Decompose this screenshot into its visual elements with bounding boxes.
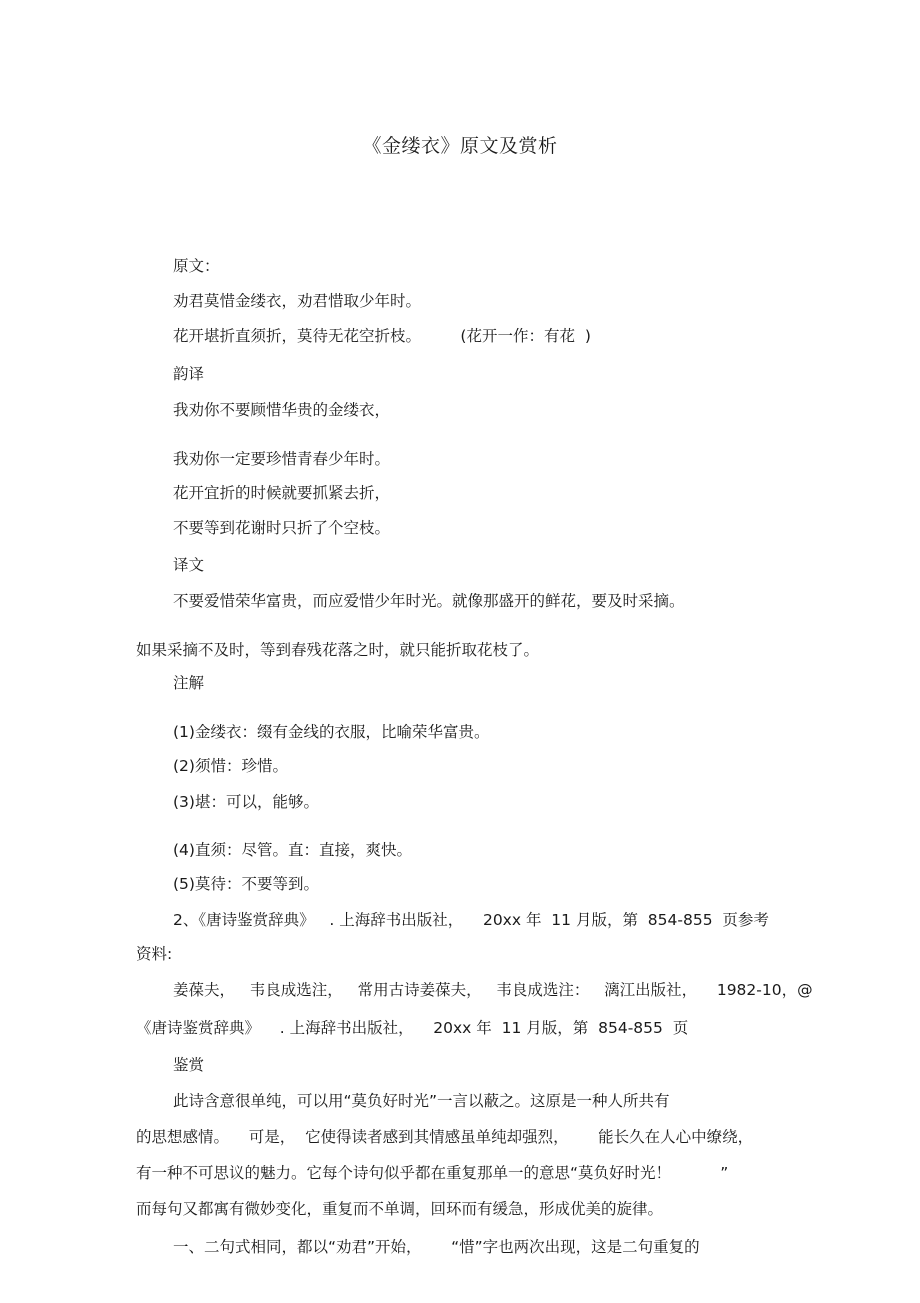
appreciation-line-3: 有一种不可思议的魅力。它每个诗句似乎都在重复那单一的意思“莫负好时光！ ” <box>136 1164 729 1182</box>
poem-line-2: 花开堪折直须折，莫待无花空折枝。 (花开一作：有花 ) <box>173 327 591 345</box>
note-2: (2)须惜：珍惜。 <box>173 757 288 775</box>
note-5: (5)莫待：不要等到。 <box>173 875 319 893</box>
note-1: (1)金缕衣：缀有金线的衣服，比喻荣华富贵。 <box>173 723 490 741</box>
section-heading-notes: 注解 <box>173 674 205 692</box>
note-4: (4)直须：尽管。直：直接，爽快。 <box>173 841 412 859</box>
verse-translation-line-4: 不要等到花谢时只折了个空枝。 <box>173 519 391 537</box>
reference-line-3: 姜葆夫， 韦良成选注， 常用古诗姜葆夫， 韦良成选注： 漓江出版社， 1982-10，@ <box>173 981 813 999</box>
section-heading-verse-translation: 韵译 <box>173 365 205 383</box>
document-title: 《金缕衣》原文及赏析 <box>362 135 558 157</box>
appreciation-line-5: 一、二句式相同，都以“劝君”开始， “惜”字也两次出现，这是二句重复的 <box>173 1238 700 1256</box>
note-3: (3)堪：可以，能够。 <box>173 793 319 811</box>
verse-translation-line-1: 我劝你不要顾惜华贵的金缕衣， <box>173 401 391 419</box>
appreciation-line-4: 而每句又都寓有微妙变化，重复而不单调，回环而有缓急，形成优美的旋律。 <box>136 1200 664 1218</box>
translation-line-2: 如果采摘不及时，等到春残花落之时，就只能折取花枝了。 <box>136 641 540 659</box>
translation-line-1: 不要爱惜荣华富贵，而应爱惜少年时光。就像那盛开的鲜花，要及时采摘。 <box>173 592 685 610</box>
section-heading-original: 原文： <box>173 257 220 275</box>
section-heading-translation: 译文 <box>173 556 205 574</box>
reference-line-4: 《唐诗鉴赏辞典》 . 上海辞书出版社， 20xx 年 11 月版，第 854-855 页 <box>136 1019 689 1037</box>
section-heading-appreciation: 鉴赏 <box>173 1056 205 1074</box>
verse-translation-line-2: 我劝你一定要珍惜青春少年时。 <box>173 450 391 468</box>
reference-line-2: 资料: <box>136 945 173 963</box>
reference-line-1: 2、《唐诗鉴赏辞典》 . 上海辞书出版社， 20xx 年 11 月版，第 854-855 页参考 <box>173 911 769 929</box>
appreciation-line-2: 的思想感情。 可是， 它使得读者感到其情感虽单纯却强烈， 能长久在人心中缭绕， <box>136 1128 754 1146</box>
poem-line-1: 劝君莫惜金缕衣，劝君惜取少年时。 <box>173 292 422 310</box>
verse-translation-line-3: 花开宜折的时候就要抓紧去折， <box>173 484 391 502</box>
appreciation-line-1: 此诗含意很单纯，可以用“莫负好时光”一言以蔽之。这原是一种人所共有 <box>173 1092 670 1110</box>
